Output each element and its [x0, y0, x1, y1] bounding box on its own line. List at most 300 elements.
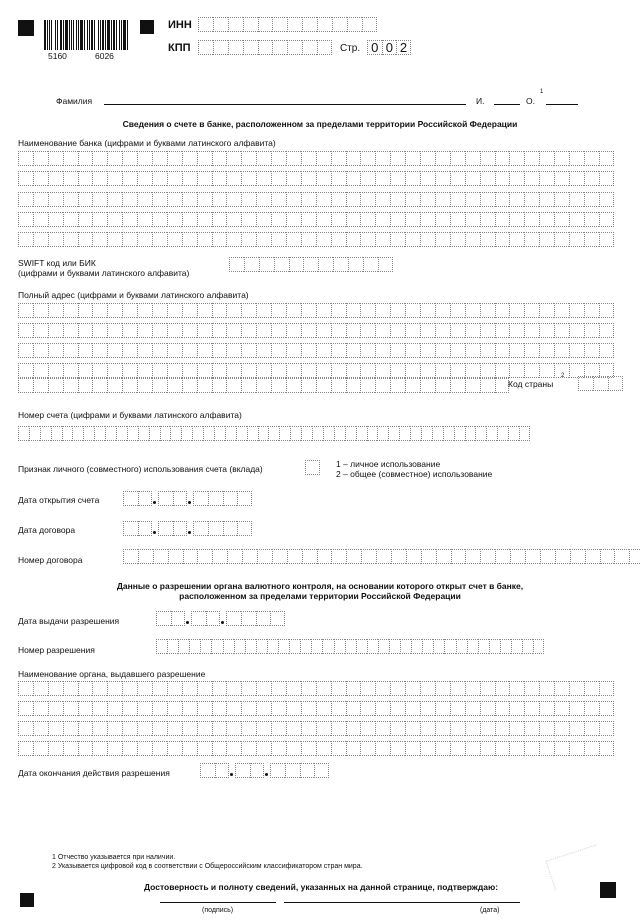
char-cell[interactable] — [316, 741, 331, 756]
char-cell[interactable] — [316, 212, 331, 227]
char-cell[interactable] — [436, 549, 451, 564]
char-cell[interactable] — [420, 343, 435, 358]
bank-name-row[interactable] — [18, 212, 614, 227]
char-cell[interactable] — [465, 232, 480, 247]
char-cell[interactable] — [465, 323, 480, 338]
char-cell[interactable] — [247, 426, 258, 441]
char-cell[interactable] — [405, 378, 420, 393]
char-cell[interactable] — [360, 363, 375, 378]
char-cell[interactable] — [235, 763, 250, 778]
char-cell[interactable] — [539, 363, 554, 378]
char-cell[interactable] — [599, 343, 614, 358]
char-cell[interactable] — [435, 303, 450, 318]
char-cell[interactable] — [212, 378, 227, 393]
char-cell[interactable] — [48, 171, 63, 186]
char-cell[interactable] — [18, 378, 33, 393]
char-cell[interactable] — [495, 192, 510, 207]
char-cell[interactable] — [107, 681, 122, 696]
char-cell[interactable] — [122, 378, 137, 393]
char-cell[interactable] — [92, 192, 107, 207]
char-cell[interactable] — [63, 721, 78, 736]
char-cell[interactable] — [405, 701, 420, 716]
contract-number-field[interactable] — [123, 549, 640, 564]
char-cell[interactable] — [480, 378, 495, 393]
char-cell[interactable] — [539, 323, 554, 338]
char-cell[interactable] — [122, 151, 137, 166]
char-cell[interactable] — [420, 681, 435, 696]
char-cell[interactable] — [271, 232, 286, 247]
char-cell[interactable] — [122, 212, 137, 227]
char-cell[interactable] — [182, 343, 197, 358]
char-cell[interactable] — [18, 343, 33, 358]
char-cell[interactable] — [122, 323, 137, 338]
char-cell[interactable] — [33, 721, 48, 736]
char-cell[interactable] — [450, 701, 465, 716]
char-cell[interactable] — [229, 257, 244, 272]
char-cell[interactable] — [360, 343, 375, 358]
authority-row[interactable] — [18, 721, 614, 736]
char-cell[interactable] — [137, 232, 152, 247]
char-cell[interactable] — [599, 171, 614, 186]
char-cell[interactable] — [348, 257, 363, 272]
char-cell[interactable] — [18, 323, 33, 338]
char-cell[interactable] — [78, 151, 93, 166]
char-cell[interactable] — [122, 343, 137, 358]
char-cell[interactable] — [316, 378, 331, 393]
char-cell[interactable] — [290, 426, 301, 441]
char-cell[interactable] — [599, 681, 614, 696]
char-cell[interactable] — [539, 681, 554, 696]
char-cell[interactable] — [78, 701, 93, 716]
char-cell[interactable] — [286, 378, 301, 393]
char-cell[interactable] — [465, 303, 480, 318]
usage-field[interactable] — [305, 460, 320, 475]
char-cell[interactable] — [444, 639, 455, 654]
char-cell[interactable] — [301, 721, 316, 736]
char-cell[interactable] — [192, 426, 203, 441]
char-cell[interactable] — [317, 17, 332, 32]
char-cell[interactable] — [213, 17, 228, 32]
char-cell[interactable] — [435, 323, 450, 338]
char-cell[interactable] — [599, 212, 614, 227]
char-cell[interactable] — [167, 171, 182, 186]
char-cell[interactable] — [540, 549, 555, 564]
char-cell[interactable] — [312, 426, 323, 441]
authority-row[interactable] — [18, 741, 614, 756]
char-cell[interactable] — [152, 212, 167, 227]
account-number-field[interactable] — [18, 426, 530, 441]
char-cell[interactable] — [405, 192, 420, 207]
char-cell[interactable] — [167, 232, 182, 247]
char-cell[interactable] — [256, 343, 271, 358]
char-cell[interactable] — [243, 40, 258, 55]
char-cell[interactable] — [411, 639, 422, 654]
char-cell[interactable] — [267, 639, 278, 654]
char-cell[interactable] — [345, 639, 356, 654]
char-cell[interactable] — [301, 363, 316, 378]
char-cell[interactable] — [241, 323, 256, 338]
char-cell[interactable] — [256, 212, 271, 227]
bank-name-row[interactable] — [18, 192, 614, 207]
char-cell[interactable] — [599, 232, 614, 247]
char-cell[interactable] — [450, 378, 465, 393]
char-cell[interactable] — [182, 378, 197, 393]
char-cell[interactable] — [256, 681, 271, 696]
char-cell[interactable] — [420, 363, 435, 378]
char-cell[interactable] — [360, 303, 375, 318]
char-cell[interactable] — [465, 212, 480, 227]
char-cell[interactable] — [236, 426, 247, 441]
char-cell[interactable] — [405, 681, 420, 696]
char-cell[interactable] — [390, 232, 405, 247]
char-cell[interactable] — [122, 701, 137, 716]
char-cell[interactable] — [302, 40, 317, 55]
char-cell[interactable] — [375, 681, 390, 696]
char-cell[interactable] — [390, 721, 405, 736]
char-cell[interactable] — [322, 639, 333, 654]
char-cell[interactable] — [435, 232, 450, 247]
char-cell[interactable] — [539, 212, 554, 227]
char-cell[interactable] — [122, 721, 137, 736]
char-cell[interactable] — [241, 232, 256, 247]
char-cell[interactable] — [137, 378, 152, 393]
char-cell[interactable] — [345, 426, 356, 441]
char-cell[interactable] — [182, 323, 197, 338]
char-cell[interactable] — [524, 232, 539, 247]
char-cell[interactable] — [33, 343, 48, 358]
char-cell[interactable] — [569, 323, 584, 338]
char-cell[interactable] — [48, 681, 63, 696]
char-cell[interactable] — [197, 151, 212, 166]
char-cell[interactable] — [212, 151, 227, 166]
char-cell[interactable] — [208, 521, 223, 536]
char-cell[interactable] — [286, 681, 301, 696]
char-cell[interactable] — [389, 639, 400, 654]
char-cell[interactable] — [443, 426, 454, 441]
char-cell[interactable] — [480, 151, 495, 166]
char-cell[interactable] — [524, 721, 539, 736]
char-cell[interactable] — [554, 323, 569, 338]
char-cell[interactable] — [360, 151, 375, 166]
char-cell[interactable] — [360, 232, 375, 247]
char-cell[interactable] — [456, 639, 467, 654]
char-cell[interactable] — [554, 701, 569, 716]
char-cell[interactable] — [256, 303, 271, 318]
char-cell[interactable] — [495, 151, 510, 166]
char-cell[interactable] — [107, 741, 122, 756]
char-cell[interactable] — [405, 171, 420, 186]
char-cell[interactable] — [356, 639, 367, 654]
char-cell[interactable] — [160, 426, 171, 441]
char-cell[interactable] — [257, 549, 272, 564]
char-cell[interactable] — [167, 323, 182, 338]
char-cell[interactable] — [197, 741, 212, 756]
char-cell[interactable] — [390, 701, 405, 716]
char-cell[interactable] — [360, 323, 375, 338]
char-cell[interactable] — [258, 40, 273, 55]
char-cell[interactable] — [78, 378, 93, 393]
char-cell[interactable] — [63, 681, 78, 696]
char-cell[interactable] — [197, 171, 212, 186]
char-cell[interactable] — [212, 192, 227, 207]
char-cell[interactable] — [435, 212, 450, 227]
signature-field[interactable] — [160, 902, 276, 903]
authority-row[interactable] — [18, 701, 614, 716]
char-cell[interactable] — [301, 323, 316, 338]
char-cell[interactable] — [78, 192, 93, 207]
char-cell[interactable] — [584, 701, 599, 716]
char-cell[interactable] — [258, 17, 273, 32]
char-cell[interactable] — [287, 17, 302, 32]
char-cell[interactable] — [334, 426, 345, 441]
char-cell[interactable] — [302, 549, 317, 564]
char-cell[interactable] — [450, 192, 465, 207]
char-cell[interactable] — [152, 378, 167, 393]
char-cell[interactable] — [360, 701, 375, 716]
char-cell[interactable] — [228, 40, 243, 55]
char-cell[interactable] — [509, 232, 524, 247]
char-cell[interactable] — [226, 171, 241, 186]
char-cell[interactable] — [29, 426, 40, 441]
char-cell[interactable] — [92, 232, 107, 247]
char-cell[interactable] — [495, 549, 510, 564]
char-cell[interactable] — [256, 151, 271, 166]
char-cell[interactable] — [599, 192, 614, 207]
char-cell[interactable] — [167, 343, 182, 358]
char-cell[interactable] — [182, 212, 197, 227]
char-cell[interactable] — [212, 681, 227, 696]
char-cell[interactable] — [378, 639, 389, 654]
char-cell[interactable] — [629, 549, 640, 564]
char-cell[interactable] — [585, 549, 600, 564]
char-cell[interactable] — [399, 426, 410, 441]
char-cell[interactable] — [241, 741, 256, 756]
char-cell[interactable] — [331, 378, 346, 393]
char-cell[interactable] — [420, 192, 435, 207]
char-cell[interactable] — [346, 721, 361, 736]
char-cell[interactable] — [465, 151, 480, 166]
char-cell[interactable] — [78, 212, 93, 227]
char-cell[interactable] — [197, 721, 212, 736]
char-cell[interactable] — [92, 323, 107, 338]
char-cell[interactable] — [465, 681, 480, 696]
char-cell[interactable] — [256, 611, 271, 626]
char-cell[interactable] — [450, 741, 465, 756]
char-cell[interactable] — [495, 681, 510, 696]
char-cell[interactable] — [212, 323, 227, 338]
char-cell[interactable] — [256, 171, 271, 186]
char-cell[interactable] — [152, 721, 167, 736]
char-cell[interactable] — [346, 701, 361, 716]
char-cell[interactable] — [495, 701, 510, 716]
char-cell[interactable] — [450, 721, 465, 736]
char-cell[interactable] — [509, 151, 524, 166]
char-cell[interactable] — [375, 192, 390, 207]
char-cell[interactable] — [435, 363, 450, 378]
char-cell[interactable] — [316, 171, 331, 186]
char-cell[interactable] — [48, 323, 63, 338]
char-cell[interactable] — [256, 323, 271, 338]
char-cell[interactable] — [331, 171, 346, 186]
char-cell[interactable] — [600, 549, 615, 564]
char-cell[interactable] — [524, 171, 539, 186]
char-cell[interactable] — [509, 212, 524, 227]
char-cell[interactable] — [18, 151, 33, 166]
char-cell[interactable] — [18, 303, 33, 318]
char-cell[interactable] — [212, 701, 227, 716]
char-cell[interactable] — [480, 343, 495, 358]
char-cell[interactable] — [271, 323, 286, 338]
char-cell[interactable] — [234, 639, 245, 654]
char-cell[interactable] — [197, 192, 212, 207]
issue-date-field[interactable] — [156, 611, 285, 626]
char-cell[interactable] — [193, 521, 208, 536]
char-cell[interactable] — [158, 491, 173, 506]
char-cell[interactable] — [182, 232, 197, 247]
char-cell[interactable] — [48, 303, 63, 318]
char-cell[interactable] — [584, 721, 599, 736]
char-cell[interactable] — [314, 763, 329, 778]
char-cell[interactable] — [331, 741, 346, 756]
char-cell[interactable] — [173, 521, 188, 536]
char-cell[interactable] — [450, 171, 465, 186]
char-cell[interactable] — [435, 721, 450, 736]
char-cell[interactable] — [331, 343, 346, 358]
char-cell[interactable] — [122, 171, 137, 186]
char-cell[interactable] — [137, 741, 152, 756]
address-row[interactable] — [18, 323, 614, 338]
char-cell[interactable] — [92, 378, 107, 393]
char-cell[interactable] — [78, 741, 93, 756]
char-cell[interactable] — [420, 323, 435, 338]
char-cell[interactable] — [270, 611, 285, 626]
char-cell[interactable] — [137, 151, 152, 166]
char-cell[interactable] — [272, 17, 287, 32]
char-cell[interactable] — [33, 323, 48, 338]
char-cell[interactable] — [152, 232, 167, 247]
char-cell[interactable] — [122, 741, 137, 756]
char-cell[interactable] — [584, 323, 599, 338]
char-cell[interactable] — [107, 171, 122, 186]
char-cell[interactable] — [480, 363, 495, 378]
char-cell[interactable] — [226, 151, 241, 166]
char-cell[interactable] — [223, 491, 238, 506]
char-cell[interactable] — [539, 192, 554, 207]
char-cell[interactable] — [420, 303, 435, 318]
char-cell[interactable] — [390, 171, 405, 186]
char-cell[interactable] — [226, 303, 241, 318]
char-cell[interactable] — [495, 171, 510, 186]
char-cell[interactable] — [465, 171, 480, 186]
char-cell[interactable] — [152, 323, 167, 338]
char-cell[interactable] — [212, 212, 227, 227]
char-cell[interactable] — [323, 426, 334, 441]
char-cell[interactable] — [360, 741, 375, 756]
char-cell[interactable] — [569, 741, 584, 756]
char-cell[interactable] — [212, 232, 227, 247]
char-cell[interactable] — [432, 426, 443, 441]
char-cell[interactable] — [182, 192, 197, 207]
char-cell[interactable] — [301, 192, 316, 207]
swift-field[interactable] — [229, 257, 393, 272]
char-cell[interactable] — [274, 257, 289, 272]
char-cell[interactable] — [331, 721, 346, 736]
char-cell[interactable] — [346, 681, 361, 696]
char-cell[interactable] — [256, 192, 271, 207]
char-cell[interactable] — [400, 639, 411, 654]
char-cell[interactable] — [346, 323, 361, 338]
char-cell[interactable] — [524, 323, 539, 338]
char-cell[interactable] — [33, 151, 48, 166]
char-cell[interactable] — [510, 549, 525, 564]
char-cell[interactable] — [287, 40, 302, 55]
char-cell[interactable] — [63, 378, 78, 393]
char-cell[interactable] — [226, 701, 241, 716]
char-cell[interactable] — [33, 212, 48, 227]
char-cell[interactable] — [375, 363, 390, 378]
char-cell[interactable] — [405, 232, 420, 247]
char-cell[interactable] — [286, 343, 301, 358]
contract-date-field[interactable] — [123, 521, 252, 536]
char-cell[interactable] — [206, 611, 221, 626]
char-cell[interactable] — [360, 171, 375, 186]
char-cell[interactable] — [212, 721, 227, 736]
char-cell[interactable] — [33, 701, 48, 716]
char-cell[interactable] — [316, 323, 331, 338]
char-cell[interactable] — [271, 212, 286, 227]
char-cell[interactable] — [346, 232, 361, 247]
char-cell[interactable] — [51, 426, 62, 441]
char-cell[interactable] — [316, 232, 331, 247]
char-cell[interactable] — [92, 303, 107, 318]
char-cell[interactable] — [316, 192, 331, 207]
char-cell[interactable] — [519, 426, 530, 441]
char-cell[interactable] — [301, 303, 316, 318]
char-cell[interactable] — [599, 323, 614, 338]
char-cell[interactable] — [271, 192, 286, 207]
char-cell[interactable] — [92, 212, 107, 227]
char-cell[interactable] — [569, 303, 584, 318]
char-cell[interactable] — [152, 343, 167, 358]
char-cell[interactable] — [539, 303, 554, 318]
char-cell[interactable] — [212, 343, 227, 358]
char-cell[interactable] — [480, 303, 495, 318]
char-cell[interactable] — [244, 257, 259, 272]
char-cell[interactable] — [92, 741, 107, 756]
char-cell[interactable] — [420, 232, 435, 247]
char-cell[interactable] — [78, 323, 93, 338]
char-cell[interactable] — [122, 681, 137, 696]
char-cell[interactable] — [390, 681, 405, 696]
char-cell[interactable] — [63, 741, 78, 756]
char-cell[interactable] — [301, 378, 316, 393]
char-cell[interactable] — [289, 639, 300, 654]
char-cell[interactable] — [197, 681, 212, 696]
char-cell[interactable] — [189, 639, 200, 654]
char-cell[interactable] — [360, 378, 375, 393]
char-cell[interactable] — [465, 192, 480, 207]
bank-name-row[interactable] — [18, 151, 614, 166]
char-cell[interactable] — [268, 426, 279, 441]
char-cell[interactable] — [420, 701, 435, 716]
char-cell[interactable] — [227, 549, 242, 564]
char-cell[interactable] — [495, 741, 510, 756]
char-cell[interactable] — [346, 192, 361, 207]
char-cell[interactable] — [360, 681, 375, 696]
char-cell[interactable] — [137, 363, 152, 378]
char-cell[interactable] — [317, 549, 332, 564]
char-cell[interactable] — [62, 426, 73, 441]
